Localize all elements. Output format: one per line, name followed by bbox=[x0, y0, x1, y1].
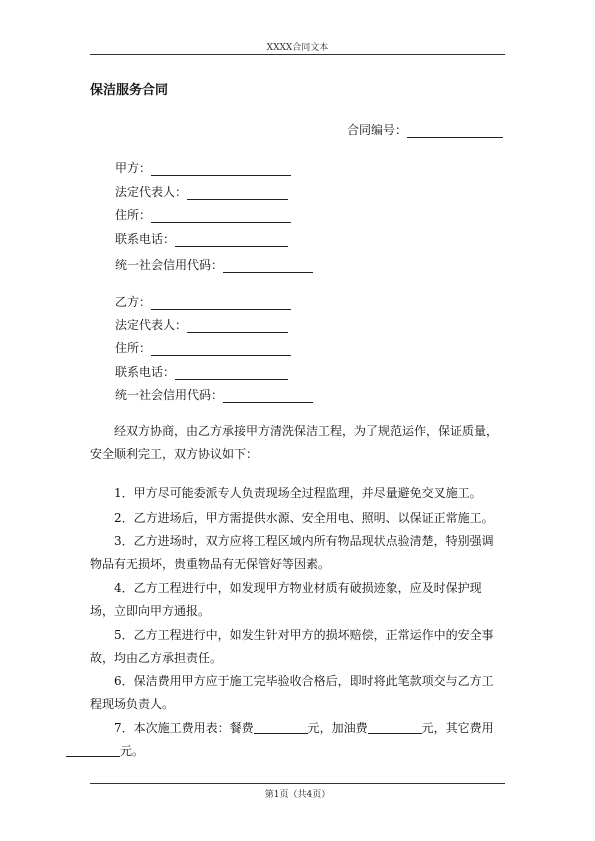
party-a-phone-field bbox=[115, 230, 288, 247]
clause-7-end: 元。 bbox=[120, 744, 145, 758]
party-a-rep-label: 法定代表人： bbox=[115, 185, 188, 199]
party-b-credit-blank bbox=[223, 389, 313, 403]
party-b-name-blank bbox=[151, 296, 291, 310]
party-b-name-label: 乙方： bbox=[115, 295, 152, 309]
clause-5: 5．乙方工程进行中，如发生针对甲方的损坏赔偿，正常运作中的安全事故，均由乙方承担责任。 bbox=[90, 628, 494, 665]
party-b-address-blank bbox=[151, 342, 291, 356]
clause-2: 2．乙方进场后，甲方需提供水源、安全用电、照明、以保证正常施工。 bbox=[114, 511, 494, 525]
contract-number-field bbox=[347, 121, 503, 138]
party-b-rep-field bbox=[115, 316, 288, 333]
page-footer: 第1页（共4页） bbox=[264, 790, 331, 800]
meal-fee-blank bbox=[254, 720, 308, 734]
party-a-credit-field bbox=[115, 256, 313, 273]
contract-number-label: 合同编号： bbox=[347, 123, 408, 137]
party-a-name-field bbox=[115, 159, 291, 176]
contract-number-blank bbox=[407, 124, 503, 138]
party-a-rep-field bbox=[115, 183, 288, 200]
party-a-address-blank bbox=[151, 209, 291, 223]
intro-paragraph: 经双方协商，由乙方承接甲方清洗保洁工程，为了规范运作，保证质量，安全顺利完工，双方协议如下： bbox=[90, 424, 499, 461]
party-b-phone-blank bbox=[175, 366, 288, 380]
party-b-rep-label: 法定代表人： bbox=[115, 318, 188, 332]
party-a-phone-blank bbox=[175, 233, 288, 247]
party-b-address-label: 住所： bbox=[115, 341, 152, 355]
party-a-name-blank bbox=[151, 162, 291, 176]
clause-7 bbox=[90, 717, 505, 763]
clause-1: 1．甲方尽可能委派专人负责现场全过程监理，并尽量避免交叉施工。 bbox=[114, 486, 482, 500]
party-a-name-label: 甲方： bbox=[115, 161, 152, 175]
party-a-rep-blank bbox=[187, 186, 288, 200]
clause-7-fuel-label: 元，加油费 bbox=[307, 721, 368, 735]
other-fee-blank bbox=[66, 743, 120, 757]
document-title: 保洁服务合同 bbox=[90, 83, 169, 98]
party-b-rep-blank bbox=[187, 319, 288, 333]
party-a-phone-label: 联系电话： bbox=[115, 232, 176, 246]
party-b-credit-field bbox=[115, 386, 313, 403]
fuel-fee-blank bbox=[368, 720, 422, 734]
clause-7-meal-label: 7．本次施工费用表：餐费 bbox=[114, 721, 254, 735]
party-b-address-field bbox=[115, 339, 291, 356]
footer-divider bbox=[90, 783, 505, 784]
clause-4: 4．乙方工程进行中，如发现甲方物业材质有破损迹象，应及时保护现场，立即向甲方通报。 bbox=[90, 581, 482, 618]
clause-3: 3．乙方进场时，双方应将工程区域内所有物品现状点验清楚，特别强调物品有无损坏，贵重物品有无保管好等因素。 bbox=[90, 534, 494, 571]
party-a-credit-blank bbox=[223, 259, 313, 273]
party-a-address-field bbox=[115, 206, 291, 223]
party-b-phone-label: 联系电话： bbox=[115, 365, 176, 379]
page-header: XXXX合同文本 bbox=[266, 43, 329, 53]
header-divider bbox=[90, 54, 505, 55]
party-b-phone-field bbox=[115, 363, 288, 380]
clause-6: 6．保洁费用甲方应于施工完毕验收合格后，即时将此笔款项交与乙方工程现场负责人。 bbox=[90, 674, 494, 711]
party-a-credit-label: 统一社会信用代码： bbox=[115, 258, 224, 272]
clause-7-other-label: 元，其它费用 bbox=[421, 721, 494, 735]
party-b-name-field bbox=[115, 293, 291, 310]
party-b-credit-label: 统一社会信用代码： bbox=[115, 388, 224, 402]
party-a-address-label: 住所： bbox=[115, 208, 152, 222]
